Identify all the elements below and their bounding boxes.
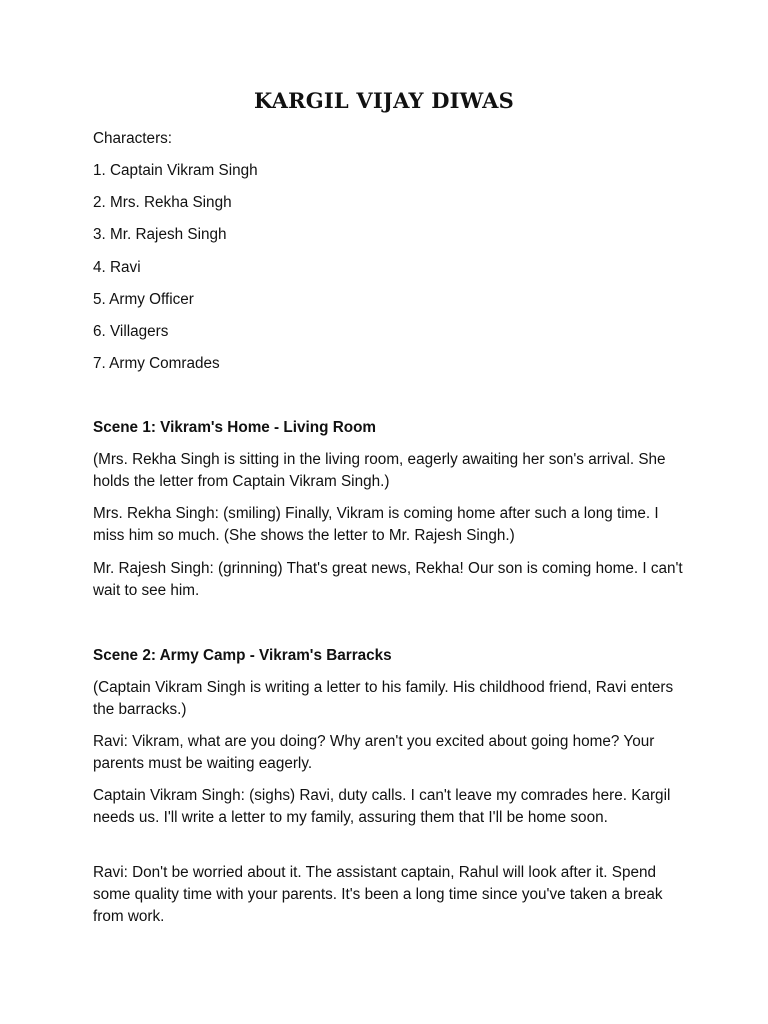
scene-1-paragraph: (Mrs. Rekha Singh is sitting in the living room, eagerly awaiting her son's arrival. She holds the letter from Captain Vikram Singh.) — [93, 451, 666, 490]
character-item: 6. Villagers — [93, 322, 169, 340]
characters-heading: Characters: — [93, 130, 173, 147]
scene-1-heading: Scene 1: Vikram's Home - Living Room — [93, 419, 377, 436]
character-item: 5. Army Officer — [93, 290, 194, 308]
document-title: KARGIL VIJAY DIWAS — [254, 88, 514, 113]
characters-list — [93, 160, 693, 385]
scene-1-paragraph: Mrs. Rekha Singh: (smiling) Finally, Vikram is coming home after such a long time. I miss him so much. (She shows the letter to Mr. Rajesh Singh.) — [93, 505, 659, 544]
scene-2-paragraph: Ravi: Don't be worried about it. The assistant captain, Rahul will look after it. Spend some quality time with your parents. It's been a long time since you've taken a break from work. — [93, 864, 663, 925]
scene-2-heading: Scene 2: Army Camp - Vikram's Barracks — [93, 647, 392, 664]
scene-2-paragraph: (Captain Vikram Singh is writing a letter to his family. His childhood friend, Ravi enters the barracks.) — [93, 679, 674, 718]
character-item: 2. Mrs. Rekha Singh — [93, 194, 232, 212]
character-item: 3. Mr. Rajesh Singh — [93, 226, 227, 244]
character-item: 4. Ravi — [93, 258, 141, 276]
scene-2-paragraph: Captain Vikram Singh: (sighs) Ravi, duty calls. I can't leave my comrades here. Kargil needs us. I'll write a letter to my family, assuring them that I'll be home soon. — [93, 787, 671, 826]
scene-1-paragraph: Mr. Rajesh Singh: (grinning) That's great news, Rekha! Our son is coming home. I can't wait to see him. — [93, 560, 683, 599]
character-item: 1. Captain Vikram Singh — [93, 162, 258, 179]
character-item: 7. Army Comrades — [93, 355, 220, 373]
scene-2-paragraph: Ravi: Vikram, what are you doing? Why aren't you excited about going home? Your parents must be waiting eagerly. — [93, 733, 655, 772]
